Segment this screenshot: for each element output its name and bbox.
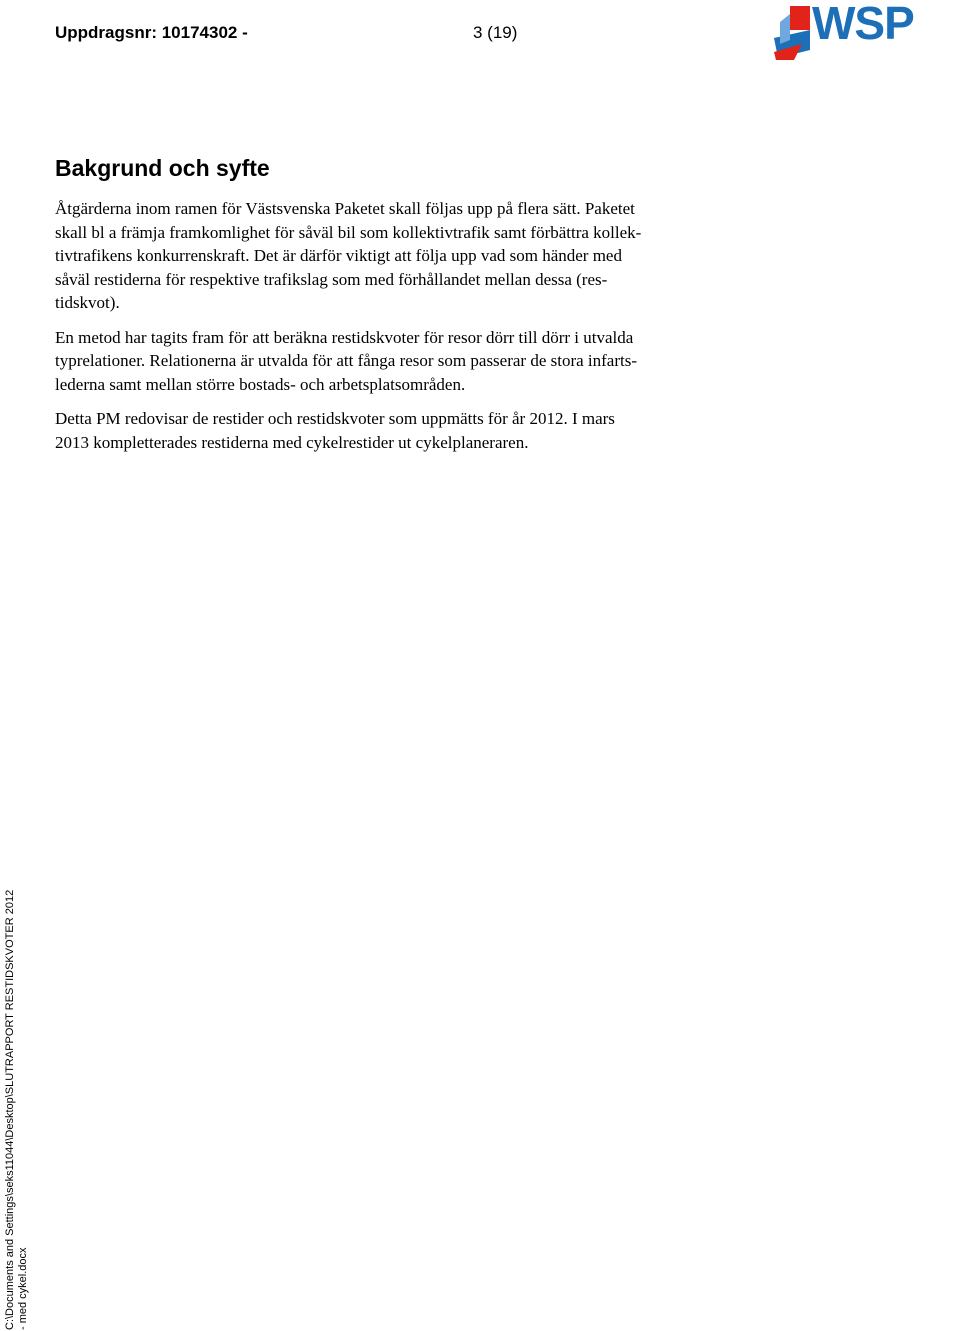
text-line: lederna samt mellan större bostads- och arbetsplatsområden. [55,374,466,394]
wsp-logo-text: WSP [812,0,914,49]
page-number: 3 (19) [473,23,518,42]
text-line: typrelationer. Relationerna är utvalda för att fånga resor som passerar de stora infarts- [55,351,638,370]
text-line: 2013 kompletterades restiderna med cykelrestider ut cykelplaneraren. [55,432,529,452]
text-line: Åtgärderna inom ramen för Västsvenska Paketet skall följas upp på flera sätt. Paketet [55,199,635,218]
text-line: såväl restiderna för respektive trafikslag som med förhållandet mellan dessa (res- [55,269,608,289]
body-text [55,197,775,465]
section-heading: Bakgrund och syfte [55,155,270,181]
text-line: skall bl a främja framkomlighet för såväl bil som kollektivtrafik samt förbättra kollek- [55,222,642,242]
text-line: Detta PM redovisar de restider och restidskvoter som uppmätts för år 2012. I mars [55,409,615,428]
paragraph-2 [55,326,775,397]
text-line: En metod har tagits fram för att beräkna restidskvoter för resor dörr till dörr i utvalda [55,327,634,347]
text-line: tivtrafikens konkurrenskraft. Det är därför viktigt att följa upp vad som händer med [55,246,622,265]
paragraph-3 [55,407,775,454]
file-path-line-1: C:\Documents and Settings\seks11044\Desktop\SLUTRAPPORT RESTIDSKVOTER 2012 [4,889,16,1330]
wsp-logo [772,0,960,62]
text-line: tidskvot). [55,293,120,312]
document-number: Uppdragsnr: 10174302 - [55,23,248,42]
file-path-margin [4,890,30,1330]
paragraph-1 [55,197,775,315]
file-path-line-2: - med cykel.docx [17,1247,29,1330]
